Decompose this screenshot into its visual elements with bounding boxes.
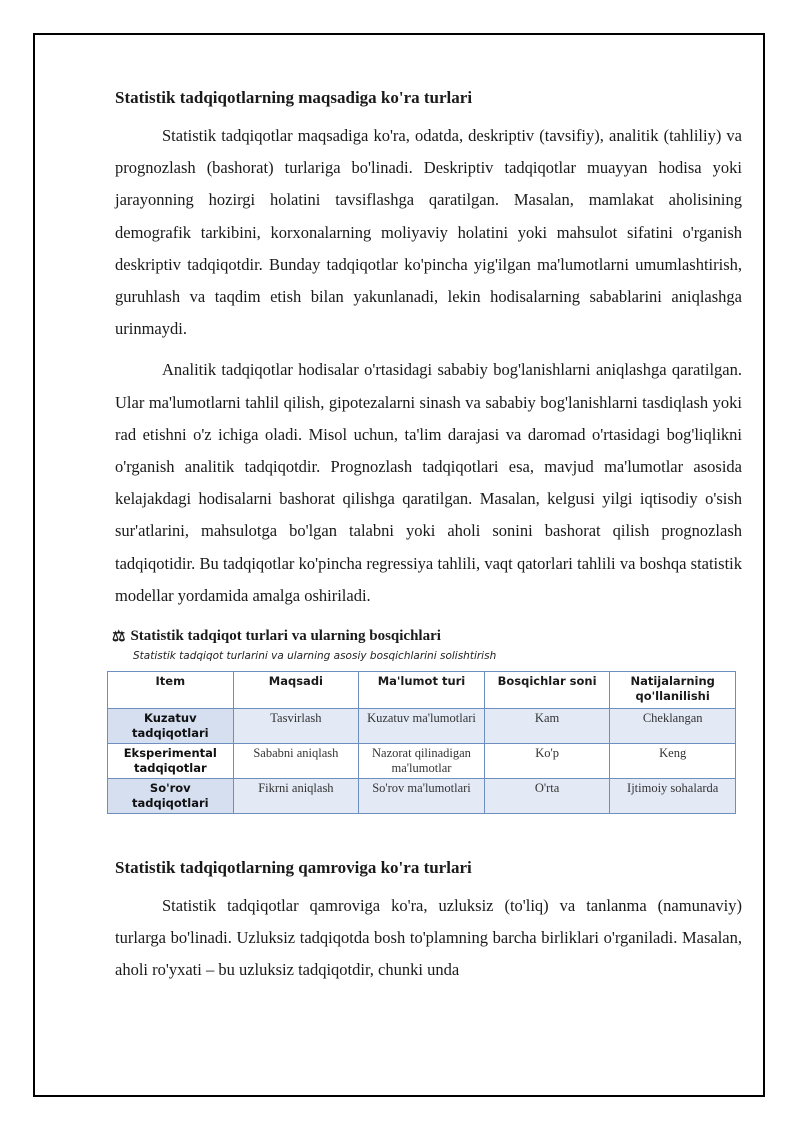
table-header-row	[108, 672, 736, 709]
paragraph: Statistik tadqiqotlar maqsadiga ko'ra, odatda, deskriptiv (tavsifiy), analitik (tahliliy) va prognozlash (bashorat) turlariga bo'linadi. Deskriptiv tadqiqotlar muayyan hodisa yoki jarayonning hozirgi holatini tavsiflashga qaratilgan. Masalan, mamlakat aholisining demografik tarkibini, korxonalarning moliyaviy holatini yoki mahsulot sifatini o'rganish deskriptiv tadqiqotdir. Bunday tadqiqotlar ko'pincha yig'ilgan ma'lumotlarni umumlashtirish, guruhlash va taqdim etish bilan yakunlanadi, lekin hodisalarning sabablarini aniqlashga urinmaydi.	[115, 126, 742, 339]
table-cell: Kuzatuv ma'lumotlari	[359, 709, 485, 744]
scales-icon: ⚖	[112, 629, 126, 646]
table-cell: Nazorat qilinadigan ma'lumotlar	[359, 744, 485, 779]
column-header: Bosqichlar soni	[484, 672, 610, 709]
table-cell: O'rta	[484, 779, 610, 814]
comparison-table	[107, 671, 736, 814]
section-heading-purpose: Statistik tadqiqotlarning maqsadiga ko'ra turlari	[115, 88, 473, 107]
table-subtitle: Statistik tadqiqot turlarini va ularning asosiy bosqichlarini solishtirish	[133, 650, 497, 663]
table-cell: Sababni aniqlash	[233, 744, 359, 779]
document-body	[112, 86, 742, 996]
table-title: Statistik tadqiqot turlari va ularning bosqichlari	[130, 628, 441, 645]
column-header: Natijalarning qo'llanilishi	[610, 672, 736, 709]
table-cell: Kam	[484, 709, 610, 744]
section-heading-coverage: Statistik tadqiqotlarning qamroviga ko'ra turlari	[115, 858, 472, 878]
table-row	[108, 779, 736, 814]
column-header: Ma'lumot turi	[359, 672, 485, 709]
table-caption	[112, 627, 742, 646]
column-header: Maqsadi	[233, 672, 359, 709]
table-cell: Fikrni aniqlash	[233, 779, 359, 814]
paragraph: Statistik tadqiqotlar qamroviga ko'ra, uzluksiz (to'liq) va tanlanma (namunaviy) turlarga bo'linadi. Uzluksiz tadqiqotda bosh to'plamning barcha birliklari o'rganiladi. Masalan, aholi ro'yxati – bu uzluksiz tadqiqotdir, chunki unda	[115, 896, 742, 980]
paragraph: Analitik tadqiqotlar hodisalar o'rtasidagi sababiy bog'lanishlarni aniqlashga qaratilgan. Ular ma'lumotlarni tahlil qilish, gipotezalarni sinash va sababiy bog'lanishlarni tasdiqlash yoki rad etishni o'z ichiga oladi. Misol uchun, ta'lim darajasi va daromad o'rtasidagi bog'liqlikni o'rganish analitik tadqiqotdir. Prognozlash tadqiqotlari esa, mavjud ma'lumotlar asosida kelajakdagi hodisalarni bashorat qilishga qaratilgan. Masalan, kelgusi yilgi iqtisodiy o'sish sur'atlarini, mahsulotga bo'lgan talabni yoki aholi sonini bashorat qilish prognozlash tadqiqotidir. Bu tadqiqotlar ko'pincha regressiya tahlili, vaqt qatorlari tahlili va boshqa statistik modellar yordamida amalga oshiriladi.	[115, 360, 742, 605]
table-cell: So'rov tadqiqotlari	[108, 779, 234, 814]
table-cell: Ko'p	[484, 744, 610, 779]
table-cell: Eksperimental tadqiqotlar	[108, 744, 234, 779]
table-cell: Cheklangan	[610, 709, 736, 744]
table-cell: Keng	[610, 744, 736, 779]
column-header: Item	[108, 672, 234, 709]
table-cell: Tasvirlash	[233, 709, 359, 744]
table-cell: So'rov ma'lumotlari	[359, 779, 485, 814]
table-cell: Kuzatuv tadqiqotlari	[108, 709, 234, 744]
table-row	[108, 744, 736, 779]
table-cell: Ijtimoiy sohalarda	[610, 779, 736, 814]
section-coverage	[115, 856, 742, 987]
table-row	[108, 709, 736, 744]
